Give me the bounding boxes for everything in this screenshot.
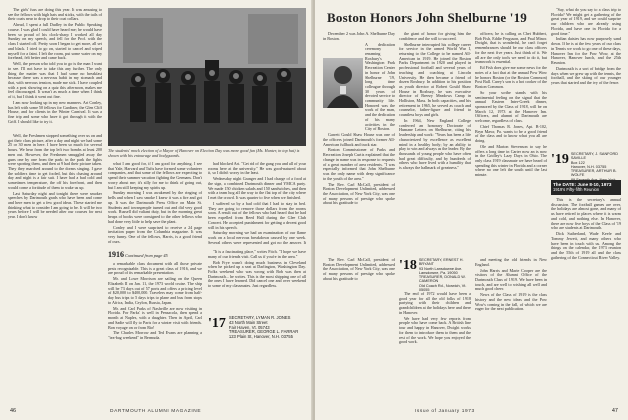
mock-election-photo — [108, 8, 306, 146]
paragraph: Wednesday night Granger and I had charge of a food at the sign, a combined Dartmouth dinner and YMCA party. We made 150 chicken salads and 150 sandwiches, and then with a team hog all the way to the flat top of the city where I met the crowd. It was quarter to five when we finished. — [208, 176, 306, 201]
paragraph: Well, the Freshmen stopped something over us on and got their class picture, after a day and night we had some 25 or 30 men in here. I have been so much for several hours. We hear from the top left two bombs at least 200 men out. However, the Freshmen smuggled away the guns one by one from the park; in the park the fights were sporting them, and then at 9 had their picture taken. They they marched around to the dorms singing. I gave the soldiers time to get fooled, but this chasing around day and night is a fair suit. I have had a bad cold and sometimes temperature, the off his forefront, and then would come a fortitude of them to wake us up. — [8, 134, 102, 190]
left-column-1-bottom — [8, 134, 102, 324]
paragraph: Sunday morning I was awakened by the ringing of bells and when I saw smoke I knew it was a fire and got up. It was the Dartmouth Press Office on Main St. Students and townspeople turned out and did very good work. Russell did valiant duty, but in the morning great heaps of books were consigned to the other fellows who had done very little to help save the plant. — [108, 190, 202, 224]
paragraph: In 1964, New England College conferred an honorary Doctorate of Humane Letters on Shelburne, citing his leadership and work: "Years has been a life characterized by excellence as excellent mind in a healthy body; by an ability to play to win and always as the leader. By the thousands of young people who have often had great difficulty, and by hundreds of others who have lived with a humility that is always the hallmark of greatness." — [399, 118, 471, 171]
paragraph: and meeting the old friends in New England. — [475, 258, 547, 267]
class-1916-header — [108, 250, 202, 260]
right-column-3 — [475, 32, 547, 252]
crowd-photo-illustration — [108, 8, 306, 146]
left-column-1-top — [8, 8, 102, 130]
paragraph: Last Saturday night and tonight there were smoker speeches by Dartmouth grads who have been and come and here men to get a few good ideas. These started me thinking what to consider I am going to be. It will be two years before I will be needed after our courses for next year. I don't know — [8, 190, 102, 220]
paragraph: A dedication ceremony renaming Roxbury's Washington Park Recreation Center in honor of John Shelburne '19, long time colleague through 30 years of devoted service to community life. Honored was the work of the man, and the dedication of his many activities in the City of Boston. — [365, 41, 395, 132]
paragraph: Well, the person who told you to go is the man I want to see. I'll not have to take this any further. The only thing the matter was that I had some no breakfast because there was a nervous habit in my stomach and that, with nervous tension, made me sick. I have coupled with a post showing on a quiz this afternoon, makes me feel discouraged. It wasn't as much a time when I think of it, but I think it went out fine. — [8, 61, 102, 100]
paragraph: Dick Sutherland, Wade Keefe and Tommy Jewett, and many others who have been in touch with us. Among the things on the calendar, the 1973 reunion and the 55th of 1919 all and the class gathering of the Connecticut River Valley. — [551, 231, 621, 260]
right-column-2-bottom — [399, 292, 471, 402]
magazine-footer: DARTMOUTH ALUMNI MAGAZINE — [110, 409, 202, 414]
paragraph: The girls' fuss are doing this year. It was amusing to see the fellows with high hats and sticks, with the tails of their coats near to drop to their coat collars. — [8, 8, 102, 22]
paragraph: Ahead, I spent a full Dudley in the Public Speaking course. I was glad I could have heard me; he would have been so proud of his clock-sharp I worked all day Sunday on my speech, and fell for the Prof. with the class I started off. Pretty soon I began to get more, all set and black. I tried to go on, started to cancel and wiped myself for a faint. I left the room, put some water on my forehead, felt better and came back. — [8, 22, 102, 61]
paragraph: I am now looking up in my new manners. Art Conley, has left with some 50 fellows for Gardiner, the Glen Cliff House, and for clients in the Winter Carnival. It was a fine trip and some who have it got through it with the Griff. I should like to try it. — [8, 99, 102, 124]
class-year: 1916 — [108, 250, 124, 259]
treasurer-name: TREASURER, ARTHUR B. WOLFE — [570, 169, 617, 178]
article-headline: Boston Honors John Shelburne '19 — [327, 10, 528, 25]
reunion-date-box — [551, 180, 621, 195]
paragraph: This is the secretary's annual discussion. The football games are over, the holidays are almost gone, and many of us have retired to places where it is warm and cold, and nothing else. In Hanover, there are now five boys of the Class of '19 who are students at Dartmouth. — [551, 198, 621, 231]
secretary-name: SECRETARY, J. SANFORD SAVILLE — [570, 152, 618, 161]
continued-label: Continued from page 45 — [125, 253, 168, 258]
paragraph: Mr. and Carl Parks of Nashville are now visiting in Florida. For Parks' is well in Pensacola, then spend a month at Naples, with a daughter. Then in April, Carl and Sadie will fly to Paris for a winter visit with friends. Bon voyage on or from Rio! — [108, 305, 202, 330]
paragraph: Chief Thomas R. Jones, Apt. B-102, Bryn Mawr, Pa. wants to be a good friend of the class and to know what you all are doing. — [475, 123, 547, 144]
paragraph: I suffered so by a bad cold that I had to stay in bed. They are going to remove those dollars from the rooms soon. A result out of the fellows who had heard that he had been expelled from Reed Hall during the Glee Club Concert. He accepted punishment for getting a decent good will in his speech. — [208, 201, 306, 230]
secretary-address: 93 North Lansdowne Ave. — [418, 266, 463, 271]
paragraph: Shelburne interrupted his college career for service in the armed World War I, returning to the College to be named All-American in 1919. He joined the Boston Parks Department in 1920 and played in professional football and several years of teaching and coaching at Lincoln University. He then became a friend of dozen Roxbury. In addition to his position as youth director at Robert Gould Shaw House in Roxbury, he was executive director of Breezy Meadows Camp in Holliston, Mass. In both capacities, and his retirement in 1965, he served as coach and counselor, father-figure and friend to countless boys and girls. — [399, 41, 471, 118]
photo-caption: The students' mock election of a Mayor of Hanover on Election Day was more good fun (Ms. Hunter, in top hat) is shown with his entourage and bodyguards. — [108, 148, 300, 158]
issue-footer: Issue of January 1973 — [415, 409, 475, 414]
paragraph: the giant of honor for giving him the confidence and the will to succeed. — [399, 32, 471, 41]
secretary-block — [418, 258, 471, 293]
page-number: 47 — [611, 408, 618, 414]
paragraph: Bob Frye wasn't doing much business in Cleveland when he picked up a seat at Darlington, Washington Day. Fofks weekend who was wrong with Bob was then at Dartmouth... he writes. This is the most shipping one of all the ones I have learned. Did cancel one and over weekend to some of my classmates. Just regardless. — [208, 259, 306, 289]
paragraph: The Rev. Carl McCall, president of Boston Development Unlimited, addressed the Association, of New York City, was one of many persons of prestige who spoke about his gratitude to — [323, 181, 395, 206]
paragraph: a remarkable class document with all those private pests recognizable. This is a great class of 1916, and we are proud of its remarkable presentation. — [108, 262, 202, 276]
secretary-address: Box 122 — [570, 160, 585, 165]
left-column-3-top — [208, 162, 306, 246]
paragraph: what I am good for, if I am good for anything. I see that Yale, Harvard and Tufts have formed some volunteer companies, and that some of the fellows are expecting to spend their summer vacation fighting the Germans. Don't worry about me; it's silly for me to think of going out, but I am still keeping my spirits up. — [108, 162, 202, 190]
paragraph: News of the Class of 1919 is the class history and the new ideas and the Pow Wow's coming in the fall, of which we are eager for the next publication. — [475, 292, 547, 312]
paragraph: The end of 1972 would have been a good year for all the old folks of 1918 partying with their children and grandchildren at the holidays here and there in Hanover. — [399, 292, 471, 315]
reunion-date: The DATE: June 8-10, 1973 — [553, 182, 612, 187]
paragraph: "Say, what do you say to a class trip to Florida? We might get a gathering of the great year of 1919, and we could surprise our children who are already using Florida, and have one in Florida for a good time." — [551, 8, 621, 36]
paragraph: So your scribe stands with his sentimental feeling on the signal that the annual Eastern Inter-Greek dinner, sponsored by the Class of 1918, will be on March 12, 1973 at the Hanover Inn. Officers, and alumni of Dartmouth are welcome, regardless of class. — [475, 89, 547, 124]
secretary-name: SECRETARY, ERNEST H. BRYANT — [418, 258, 464, 267]
treasurer-name: TREASURER, GEORGE L. FARRAR — [228, 329, 299, 335]
paragraph: Indian daisies has now purposely sand down. If he is at the few years of our class in Tennis we work to go one of these days, Hanover Inn for the Pow Wow, at the Hanover, Hanover lunch, and the 25th Reunion. — [551, 36, 621, 65]
paragraph: had blocked Art. "Get rid of the gang you and all of your rooms here at the university." He was good-natured about it, so I didn't worry in the least. — [208, 162, 306, 176]
secretary-city: Fair Haven, Vt. 05743 — [228, 324, 270, 330]
secretary-block — [571, 152, 621, 178]
right-column-4-top — [551, 8, 621, 148]
paragraph: Saturday morning we had an examination of our flame work on a local nervous breakdown caused by one week. Several others were represented and got no the answer. It — [208, 230, 306, 245]
paragraph: "It is a fascinating place," writes Fitch. "I hope we have many of our friends visit. Call us if you're in the area." — [208, 250, 306, 259]
paragraph: Ed Fish does give me some news for the notes of a fact that at the annual Pow Wow he honors Boston (or the Boston Common) Post Ball. Carey's son is a hot cooker of the Boston Common. — [475, 65, 547, 89]
paragraph: Conley and I were surprised to receive a 24 page invitation paper from the Columbia magazine. It was very funny. One of the fellows, Harris, is a good friend of ours. — [108, 224, 202, 244]
right-column-1 — [323, 32, 395, 252]
right-page — [315, 0, 628, 420]
right-column-3-bottom — [475, 258, 547, 402]
left-column-2-bottom — [108, 262, 202, 402]
paragraph: The Rev. Carl McCall, president of Boston Development Unlimited, addressed the Association, of New York City, was one of many persons of prestige who spoke about his gratitude to — [323, 258, 395, 281]
secretary-block — [229, 316, 298, 352]
left-page — [0, 0, 313, 420]
secretary-name: SECRETARY, LYMAN R. JONES — [228, 315, 291, 320]
treasurer-address: 123 Plain St, Hanover, N.H. 03755 — [228, 334, 293, 340]
paragraph: We have had very few reports from people who have come back. A British line tour and happy in Hanover, Dwight works for them to introduce them to them and the rest of the work. We hope you enjoyed the good work. — [399, 315, 471, 345]
class-year: '19 — [551, 152, 569, 167]
right-column-2 — [399, 32, 471, 252]
secretary-city: Lansdowne, Pa. 19050 — [418, 270, 458, 275]
left-column-3-bottom — [208, 250, 306, 312]
paragraph: officers; he is calling as Chet Hubbert, Bob Fish, Eddie Ferguson, and Paul Minor. Dwight, that is wonderful, he can't forget remembrances should be our class officers for the next five years. Just think of it. We all are the only tools we need to do it, but teamwork is essential. — [475, 32, 547, 65]
paragraph: The Charles Morrow and Ted Evans are planning a "tea-bag weekend" in Bermuda. — [108, 330, 202, 341]
right-column-4-bottom — [551, 198, 621, 403]
paragraph: Mr. and Lowe Morrison are sailing on the Queen Elizabeth II on Jan. 11, the 1973 world cruise. The ship will be 73 days out of 57 ports and offers a pricing level of $20,000 to $400,000. Travelers may come from half-day bus trips to 5 days trips to plane and bus from stops to Africa, India, Ceylon, Russia, Japan. — [108, 276, 202, 305]
class-1918-signature — [399, 258, 471, 293]
secretary-address: 43 North Main Street — [228, 319, 268, 325]
class-1917-signature — [208, 316, 306, 352]
paragraph: Boston Commissioner of Parks and Recreation Joseph Curtis explained that the change in name was in response to requests of a great number of area residents. "I was especially informed that John Shelburne was the only name with deep significance to the youth of the area." — [323, 147, 395, 181]
paragraph: John Harris and Marie Cooper are the visitors of the Alumni Office of the Dartmouth Class of 1919. We have been in touch, and are well to wishing all well and much good cheer. — [475, 267, 547, 292]
paragraph: Ole and Marion Stevenson to say he offers a long time in Carter now an is now in the Gridley's Lazy Days in Ohio. The only class 1919 classmate we have heard of spending this winter in Florida and a corner where no one left the south until the last minute. — [475, 143, 547, 178]
class-year: '17 — [208, 316, 226, 331]
left-column-2-top — [108, 162, 202, 246]
paragraph: December 2 was John A. Shelburne Day in Boston. — [323, 32, 395, 41]
paragraph: Garrett Gould Shaw House was one of the officers joined Dartmouth's former All-American fullback and track star. — [323, 132, 395, 147]
class-1919-signature — [551, 152, 621, 178]
paragraph: Dartmouth is a sort of bridge from the days when we grew up with the tennis, the football, and the skiing of our younger years that started and the ivy of the fence. — [551, 65, 621, 85]
right-column-1-bottom — [323, 258, 395, 402]
page-number: 46 — [10, 408, 17, 414]
treasurer-address: Old Coach Rd., Norwich, Vt. 05055 — [418, 283, 467, 293]
reunion-title: 1919's Fifty-fifth Reunion — [553, 187, 600, 192]
class-year: '18 — [399, 258, 417, 273]
secretary-city: Hanover, N.H. 03755 — [570, 164, 607, 169]
treasurer-name: TREASURER, DONALD W. CAMERON — [418, 275, 466, 284]
